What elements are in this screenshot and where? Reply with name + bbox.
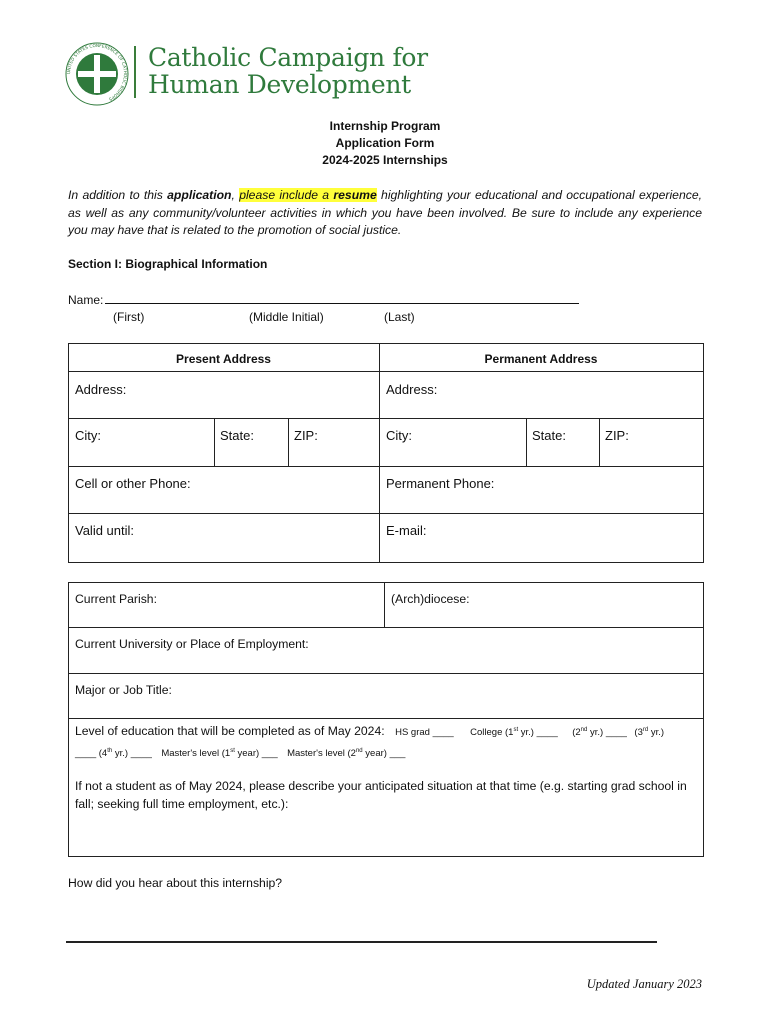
name-underline[interactable]	[105, 292, 579, 304]
usccb-seal-logo	[64, 41, 130, 107]
name-label: Name:	[68, 293, 104, 307]
email-field[interactable]: E-mail:	[386, 523, 427, 538]
permanent-city-field[interactable]: City:	[386, 428, 412, 443]
present-address-header: Present Address	[176, 352, 271, 366]
how-heard-answer-line[interactable]	[66, 941, 657, 943]
valid-until-field[interactable]: Valid until:	[75, 523, 135, 538]
cell-phone-field[interactable]: Cell or other Phone:	[75, 476, 191, 491]
university-field[interactable]: Current University or Place of Employment:	[75, 637, 309, 651]
organization-name	[148, 44, 428, 98]
form-title	[0, 118, 770, 169]
name-field[interactable]	[68, 292, 579, 307]
seal-text: UNITED STATES CONFERENCE OF CATHOLIC BISHOPS	[66, 43, 128, 102]
title-line-3: 2024-2025 Internships	[322, 153, 448, 167]
permanent-address-header: Permanent Address	[484, 352, 598, 366]
intro-bold-application: application	[167, 188, 232, 202]
not-student-description-field[interactable]: If not a student as of May 2024, please describe your anticipated situation at that time (e.g. starting grad school in fall; seeking full time employment, etc.):	[75, 779, 687, 811]
permanent-phone-field[interactable]: Permanent Phone:	[386, 476, 495, 491]
org-line-1: Catholic Campaign for	[148, 43, 428, 72]
name-last-caption: (Last)	[384, 310, 415, 324]
education-label: Level of education that will be completed as of May 2024:	[75, 724, 385, 739]
info-table	[68, 582, 704, 857]
name-middle-caption: (Middle Initial)	[249, 310, 324, 324]
section-heading: Section I: Biographical Information	[68, 257, 268, 271]
present-address-field[interactable]: Address:	[75, 382, 127, 397]
permanent-zip-field[interactable]: ZIP:	[605, 428, 629, 443]
masters-2nd-option[interactable]: Master's level (2nd year) ___	[287, 748, 406, 760]
logo-divider	[134, 46, 136, 98]
permanent-state-field[interactable]: State:	[532, 428, 566, 443]
diocese-field[interactable]: (Arch)diocese:	[391, 592, 470, 606]
permanent-address-field[interactable]: Address:	[386, 382, 438, 397]
major-field[interactable]: Major or Job Title:	[75, 683, 172, 697]
how-heard-question: How did you hear about this internship?	[68, 876, 283, 890]
present-city-field[interactable]: City:	[75, 428, 101, 443]
college-3rd-option[interactable]: (3rd yr.)	[634, 727, 665, 739]
masters-1st-option[interactable]: Master's level (1st year) ___	[161, 748, 278, 760]
college-4th-option[interactable]: ____ (4th yr.) ____	[75, 748, 152, 760]
intro-paragraph: In addition to this application, please include a resume highlighting your educational and occupational experience, as well as any community/volunteer activities in which you have been involved. Be sure to include any experience you may have that is related to the promotion of social justice.	[68, 188, 702, 237]
org-line-2: Human Development	[148, 70, 411, 99]
updated-date: Updated January 2023	[586, 977, 702, 991]
college-2nd-option[interactable]: (2nd yr.) ____	[572, 727, 627, 739]
title-line-2: Application Form	[335, 136, 435, 150]
hs-grad-option[interactable]: HS grad ____	[395, 727, 454, 739]
present-zip-field[interactable]: ZIP:	[294, 428, 318, 443]
current-parish-field[interactable]: Current Parish:	[75, 592, 157, 606]
name-first-caption: (First)	[113, 310, 145, 324]
education-level-field[interactable]	[75, 721, 699, 763]
highlighted-text: please include a resume	[239, 188, 377, 202]
title-line-1: Internship Program	[329, 119, 441, 133]
college-1st-option[interactable]: College (1st yr.) ____	[470, 727, 558, 739]
present-state-field[interactable]: State:	[220, 428, 254, 443]
